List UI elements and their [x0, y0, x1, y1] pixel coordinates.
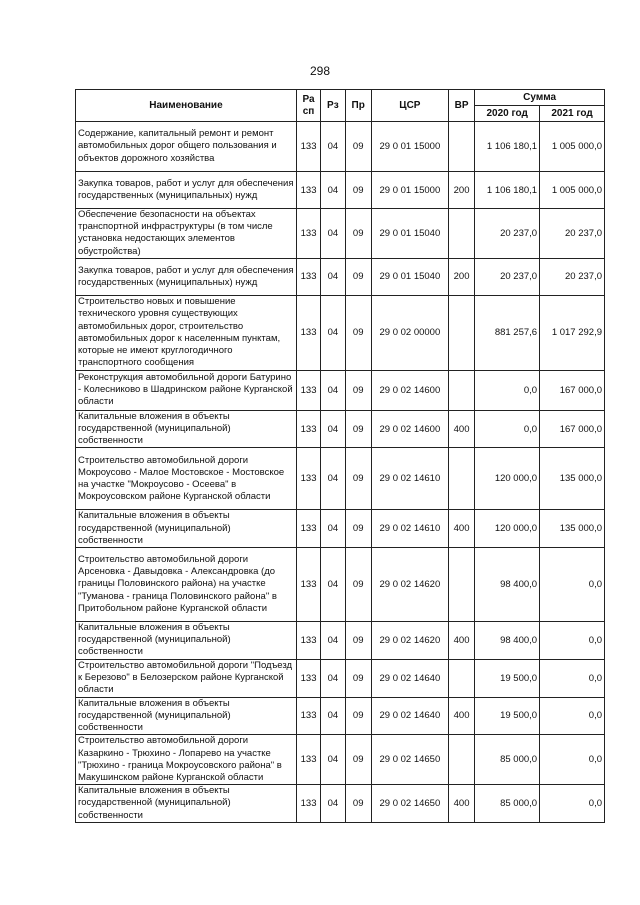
row-sum-2020: 98 400,0: [475, 548, 540, 622]
table-row: [76, 548, 605, 622]
row-name: Содержание, капитальный ремонт и ремонт автомобильных дорог общего пользования и объектов дорожного хозяйства: [76, 122, 297, 172]
row-sum-2021: 0,0: [540, 785, 605, 823]
row-name: Закупка товаров, работ и услуг для обеспечения государственных (муниципальных) нужд: [76, 258, 297, 295]
row-pr: 09: [345, 697, 371, 735]
row-name: Капитальные вложения в объекты государственной (муниципальной) собственности: [76, 697, 297, 735]
row-rz: 04: [321, 410, 345, 448]
row-rz: 04: [321, 295, 345, 370]
row-sum-2020: 19 500,0: [475, 659, 540, 697]
row-sum-2020: 881 257,6: [475, 295, 540, 370]
row-vr: [448, 735, 474, 785]
row-pr: 09: [345, 785, 371, 823]
table-header: [76, 90, 605, 122]
row-pr: 09: [345, 735, 371, 785]
row-rasp: 133: [296, 258, 320, 295]
row-vr: [448, 448, 474, 510]
row-pr: 09: [345, 510, 371, 548]
header-rasp: Ра сп: [296, 90, 320, 122]
row-vr: 400: [448, 697, 474, 735]
row-vr: [448, 122, 474, 172]
row-rasp: 133: [296, 622, 320, 660]
row-rasp: 133: [296, 448, 320, 510]
row-csr: 29 0 01 15040: [371, 209, 448, 259]
row-csr: 29 0 02 14610: [371, 448, 448, 510]
row-rasp: 133: [296, 510, 320, 548]
row-vr: 200: [448, 258, 474, 295]
row-csr: 29 0 02 00000: [371, 295, 448, 370]
row-name: Капитальные вложения в объекты государственной (муниципальной) собственности: [76, 622, 297, 660]
row-rz: 04: [321, 735, 345, 785]
row-sum-2021: 167 000,0: [540, 410, 605, 448]
row-csr: 29 0 02 14620: [371, 548, 448, 622]
row-rz: 04: [321, 209, 345, 259]
row-name: Строительство автомобильной дороги Арсеновка - Давыдовка - Александровка (до границы Половинского района) на участке "Туманова - граница Половинского района" в Притобольном районе Курганской области: [76, 548, 297, 622]
table-row: [76, 785, 605, 823]
row-csr: 29 0 02 14650: [371, 785, 448, 823]
row-sum-2021: 167 000,0: [540, 370, 605, 410]
table-row: [76, 510, 605, 548]
row-csr: 29 0 01 15040: [371, 258, 448, 295]
row-csr: 29 0 02 14650: [371, 735, 448, 785]
row-rz: 04: [321, 785, 345, 823]
row-sum-2020: 0,0: [475, 370, 540, 410]
row-rz: 04: [321, 258, 345, 295]
row-csr: 29 0 02 14640: [371, 659, 448, 697]
table-row: [76, 295, 605, 370]
table-row: [76, 697, 605, 735]
row-sum-2021: 0,0: [540, 659, 605, 697]
table-row: [76, 735, 605, 785]
row-name: Капитальные вложения в объекты государственной (муниципальной) собственности: [76, 510, 297, 548]
row-sum-2020: 19 500,0: [475, 697, 540, 735]
row-pr: 09: [345, 659, 371, 697]
row-name: Строительство новых и повышение технического уровня существующих автомобильных дорог, строительство автомобильных дорог к населенным пунктам, которые не имеют круглогодичного транспортного сообщения: [76, 295, 297, 370]
row-sum-2021: 1 017 292,9: [540, 295, 605, 370]
header-year-2020: 2020 год: [475, 106, 540, 122]
row-pr: 09: [345, 258, 371, 295]
header-sum: Сумма: [475, 90, 605, 106]
row-csr: 29 0 02 14600: [371, 370, 448, 410]
table-row: [76, 172, 605, 209]
row-sum-2021: 0,0: [540, 735, 605, 785]
row-vr: [448, 295, 474, 370]
row-sum-2020: 1 106 180,1: [475, 172, 540, 209]
header-year-2021: 2021 год: [540, 106, 605, 122]
row-pr: 09: [345, 209, 371, 259]
budget-table: [75, 89, 605, 823]
row-sum-2021: 135 000,0: [540, 510, 605, 548]
row-sum-2020: 20 237,0: [475, 209, 540, 259]
header-csr: ЦСР: [371, 90, 448, 122]
row-sum-2021: 0,0: [540, 548, 605, 622]
row-pr: 09: [345, 448, 371, 510]
header-vr: ВР: [448, 90, 474, 122]
table-row: [76, 122, 605, 172]
row-pr: 09: [345, 295, 371, 370]
row-sum-2020: 98 400,0: [475, 622, 540, 660]
row-pr: 09: [345, 548, 371, 622]
row-rasp: 133: [296, 548, 320, 622]
row-vr: [448, 209, 474, 259]
row-sum-2021: 1 005 000,0: [540, 172, 605, 209]
row-rz: 04: [321, 622, 345, 660]
table-row: [76, 448, 605, 510]
row-rz: 04: [321, 697, 345, 735]
page-number: 298: [309, 64, 331, 78]
row-rasp: 133: [296, 209, 320, 259]
table-row: [76, 410, 605, 448]
row-sum-2021: 0,0: [540, 697, 605, 735]
header-pr: Пр: [345, 90, 371, 122]
row-name: Капитальные вложения в объекты государственной (муниципальной) собственности: [76, 410, 297, 448]
row-pr: 09: [345, 172, 371, 209]
row-rasp: 133: [296, 410, 320, 448]
row-rz: 04: [321, 122, 345, 172]
row-pr: 09: [345, 370, 371, 410]
row-name: Реконструкция автомобильной дороги Батурино - Колесниково в Шадринском районе Курганской области: [76, 370, 297, 410]
row-csr: 29 0 02 14610: [371, 510, 448, 548]
row-vr: [448, 659, 474, 697]
row-pr: 09: [345, 122, 371, 172]
row-pr: 09: [345, 410, 371, 448]
row-rz: 04: [321, 448, 345, 510]
table-row: [76, 622, 605, 660]
table-body: [76, 122, 605, 823]
row-name: Строительство автомобильной дороги Мокроусово - Малое Мостовское - Мостовское на участке "Мокроусово - Осеева" в Мокроусовском районе Курганской области: [76, 448, 297, 510]
row-vr: [448, 548, 474, 622]
row-csr: 29 0 01 15000: [371, 172, 448, 209]
row-sum-2021: 1 005 000,0: [540, 122, 605, 172]
row-sum-2020: 85 000,0: [475, 785, 540, 823]
row-name: Обеспечение безопасности на объектах транспортной инфраструктуры (в том числе установка недостающих элементов обустройства): [76, 209, 297, 259]
row-name: Строительство автомобильной дороги Казаркино - Трюхино - Лопарево на участке "Трюхино - граница Мокроусовского района" в Макушинском районе Курганской области: [76, 735, 297, 785]
row-sum-2020: 120 000,0: [475, 448, 540, 510]
row-sum-2020: 0,0: [475, 410, 540, 448]
row-rz: 04: [321, 370, 345, 410]
table-row: [76, 258, 605, 295]
row-rasp: 133: [296, 785, 320, 823]
row-name: Строительство автомобильной дороги "Подъезд к Березово" в Белозерском районе Курганской области: [76, 659, 297, 697]
row-sum-2021: 20 237,0: [540, 209, 605, 259]
row-sum-2020: 20 237,0: [475, 258, 540, 295]
row-vr: 400: [448, 785, 474, 823]
row-sum-2020: 120 000,0: [475, 510, 540, 548]
row-rz: 04: [321, 172, 345, 209]
table-row: [76, 209, 605, 259]
table-row: [76, 659, 605, 697]
row-name: Закупка товаров, работ и услуг для обеспечения государственных (муниципальных) нужд: [76, 172, 297, 209]
row-csr: 29 0 02 14620: [371, 622, 448, 660]
row-sum-2020: 1 106 180,1: [475, 122, 540, 172]
row-csr: 29 0 02 14640: [371, 697, 448, 735]
row-rasp: 133: [296, 735, 320, 785]
row-rasp: 133: [296, 370, 320, 410]
row-vr: 400: [448, 410, 474, 448]
row-vr: [448, 370, 474, 410]
row-pr: 09: [345, 622, 371, 660]
header-name: Наименование: [76, 90, 297, 122]
row-sum-2020: 85 000,0: [475, 735, 540, 785]
row-rasp: 133: [296, 172, 320, 209]
row-rasp: 133: [296, 295, 320, 370]
row-vr: 400: [448, 622, 474, 660]
row-rz: 04: [321, 510, 345, 548]
row-sum-2021: 20 237,0: [540, 258, 605, 295]
row-name: Капитальные вложения в объекты государственной (муниципальной) собственности: [76, 785, 297, 823]
row-rasp: 133: [296, 122, 320, 172]
row-rasp: 133: [296, 697, 320, 735]
row-vr: 200: [448, 172, 474, 209]
row-rz: 04: [321, 548, 345, 622]
row-vr: 400: [448, 510, 474, 548]
row-rasp: 133: [296, 659, 320, 697]
table-row: [76, 370, 605, 410]
row-sum-2021: 0,0: [540, 622, 605, 660]
header-rz: Рз: [321, 90, 345, 122]
row-csr: 29 0 01 15000: [371, 122, 448, 172]
row-sum-2021: 135 000,0: [540, 448, 605, 510]
row-csr: 29 0 02 14600: [371, 410, 448, 448]
row-rz: 04: [321, 659, 345, 697]
